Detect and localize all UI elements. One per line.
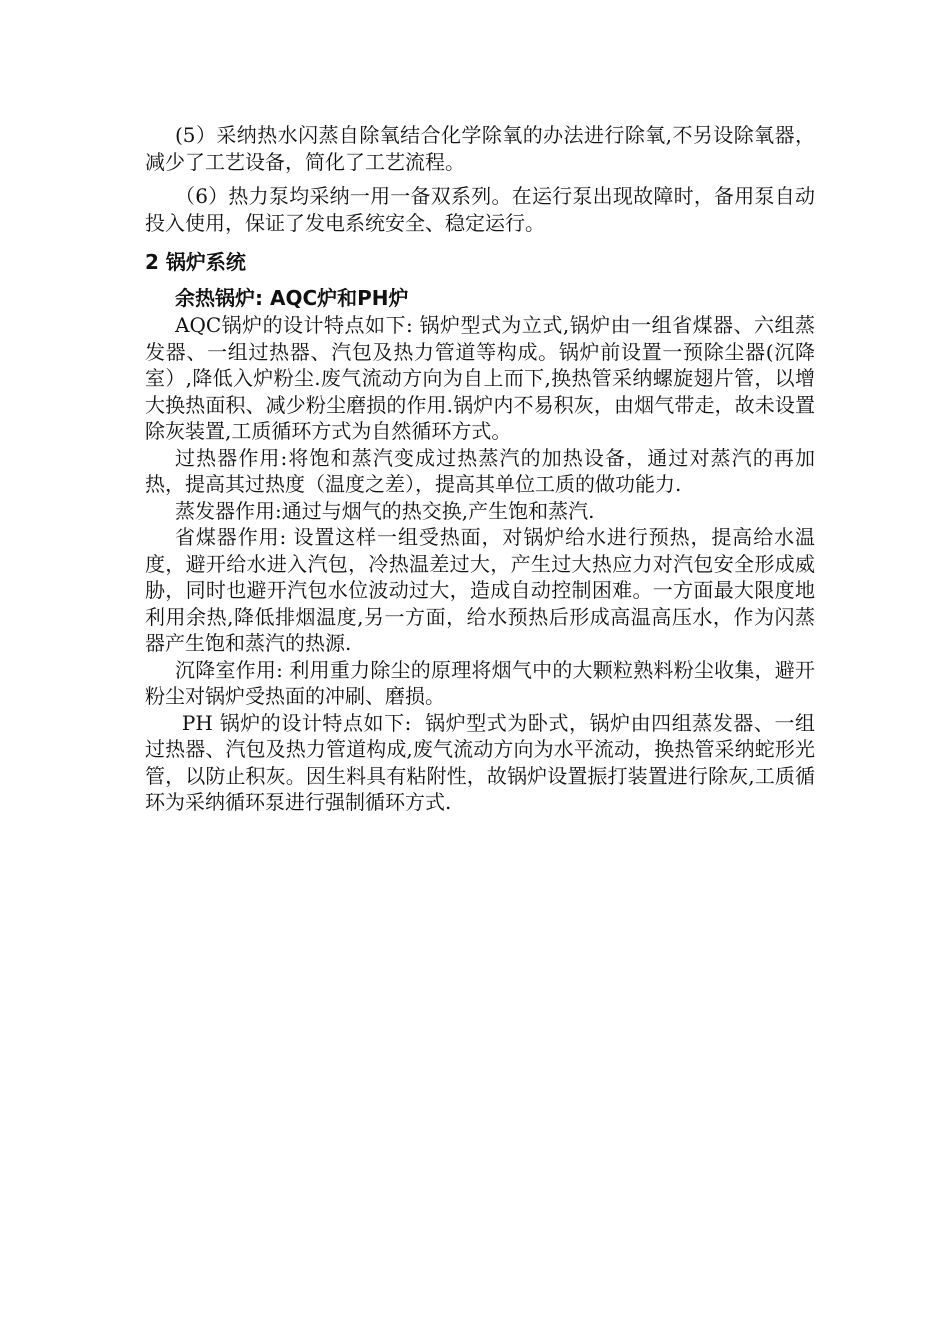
paragraph-evaporator: 蒸发器作用:通过与烟气的热交换,产生饱和蒸汽. [175,498,595,523]
paragraph-item-6: （6）热力泵均采纳一用一备双系列。在运行泵出现故障时，备用泵自动投入使用，保证了发电系统安全、稳定运行。 [145,184,815,235]
paragraph-ph-design: PH 锅炉的设计特点如下: 锅炉型式为卧式，锅炉由四组蒸发器、一组过热器、汽包及热力管道构成,废气流动方向为水平流动，换热管采纳蛇形光管，以防止积灰。因生料具有粘附性，故锅炉设置振打装置进行除灰,工质循环为采纳循环泵进行强制循环方式. [145,710,815,814]
paragraph-settling-chamber: 沉降室作用: 利用重力除尘的原理将烟气中的大颗粒熟料粉尘收集，避开粉尘对锅炉受热面的冲刷、磨损。 [145,657,815,708]
paragraph-item-5: (5）采纳热水闪蒸自除氧结合化学除氧的办法进行除氧,不另设除氧器，减少了工艺设备，简化了工艺流程。 [145,123,815,174]
section-heading: 2 锅炉系统 [145,250,246,274]
document-content [145,122,815,816]
paragraph-superheater: 过热器作用:将饱和蒸汽变成过热蒸汽的加热设备，通过对蒸汽的再加热，提高其过热度（温度之差），提高其单位工质的做功能力. [145,445,815,496]
subsection-heading: 余热锅炉: AQC炉和PH炉 [175,286,409,310]
paragraph-economizer: 省煤器作用: 设置这样一组受热面，对锅炉给水进行预热，提高给水温度，避开给水进入汽包，冷热温差过大，产生过大热应力对汽包安全形成威胁，同时也避开汽包水位波动过大，造成自动控制困难。一方面最大限度地利用余热,降低排烟温度,另一方面，给水预热后形成高温高压水，作为闪蒸器产生饱和蒸汽的热源. [145,525,815,655]
paragraph-aqc-design: AQC锅炉的设计特点如下: 锅炉型式为立式,锅炉由一组省煤器、六组蒸发器、一组过热器、汽包及热力管道等构成。锅炉前设置一预除尘器(沉降室）,降低入炉粉尘.废气流动方向为自上而下,换热管采纳螺旋翅片管，以增大换热面积、减少粉尘磨损的作用.锅炉内不易积灰，由烟气带走，故未设置除灰装置,工质循环方式为自然循环方式。 [145,313,815,443]
